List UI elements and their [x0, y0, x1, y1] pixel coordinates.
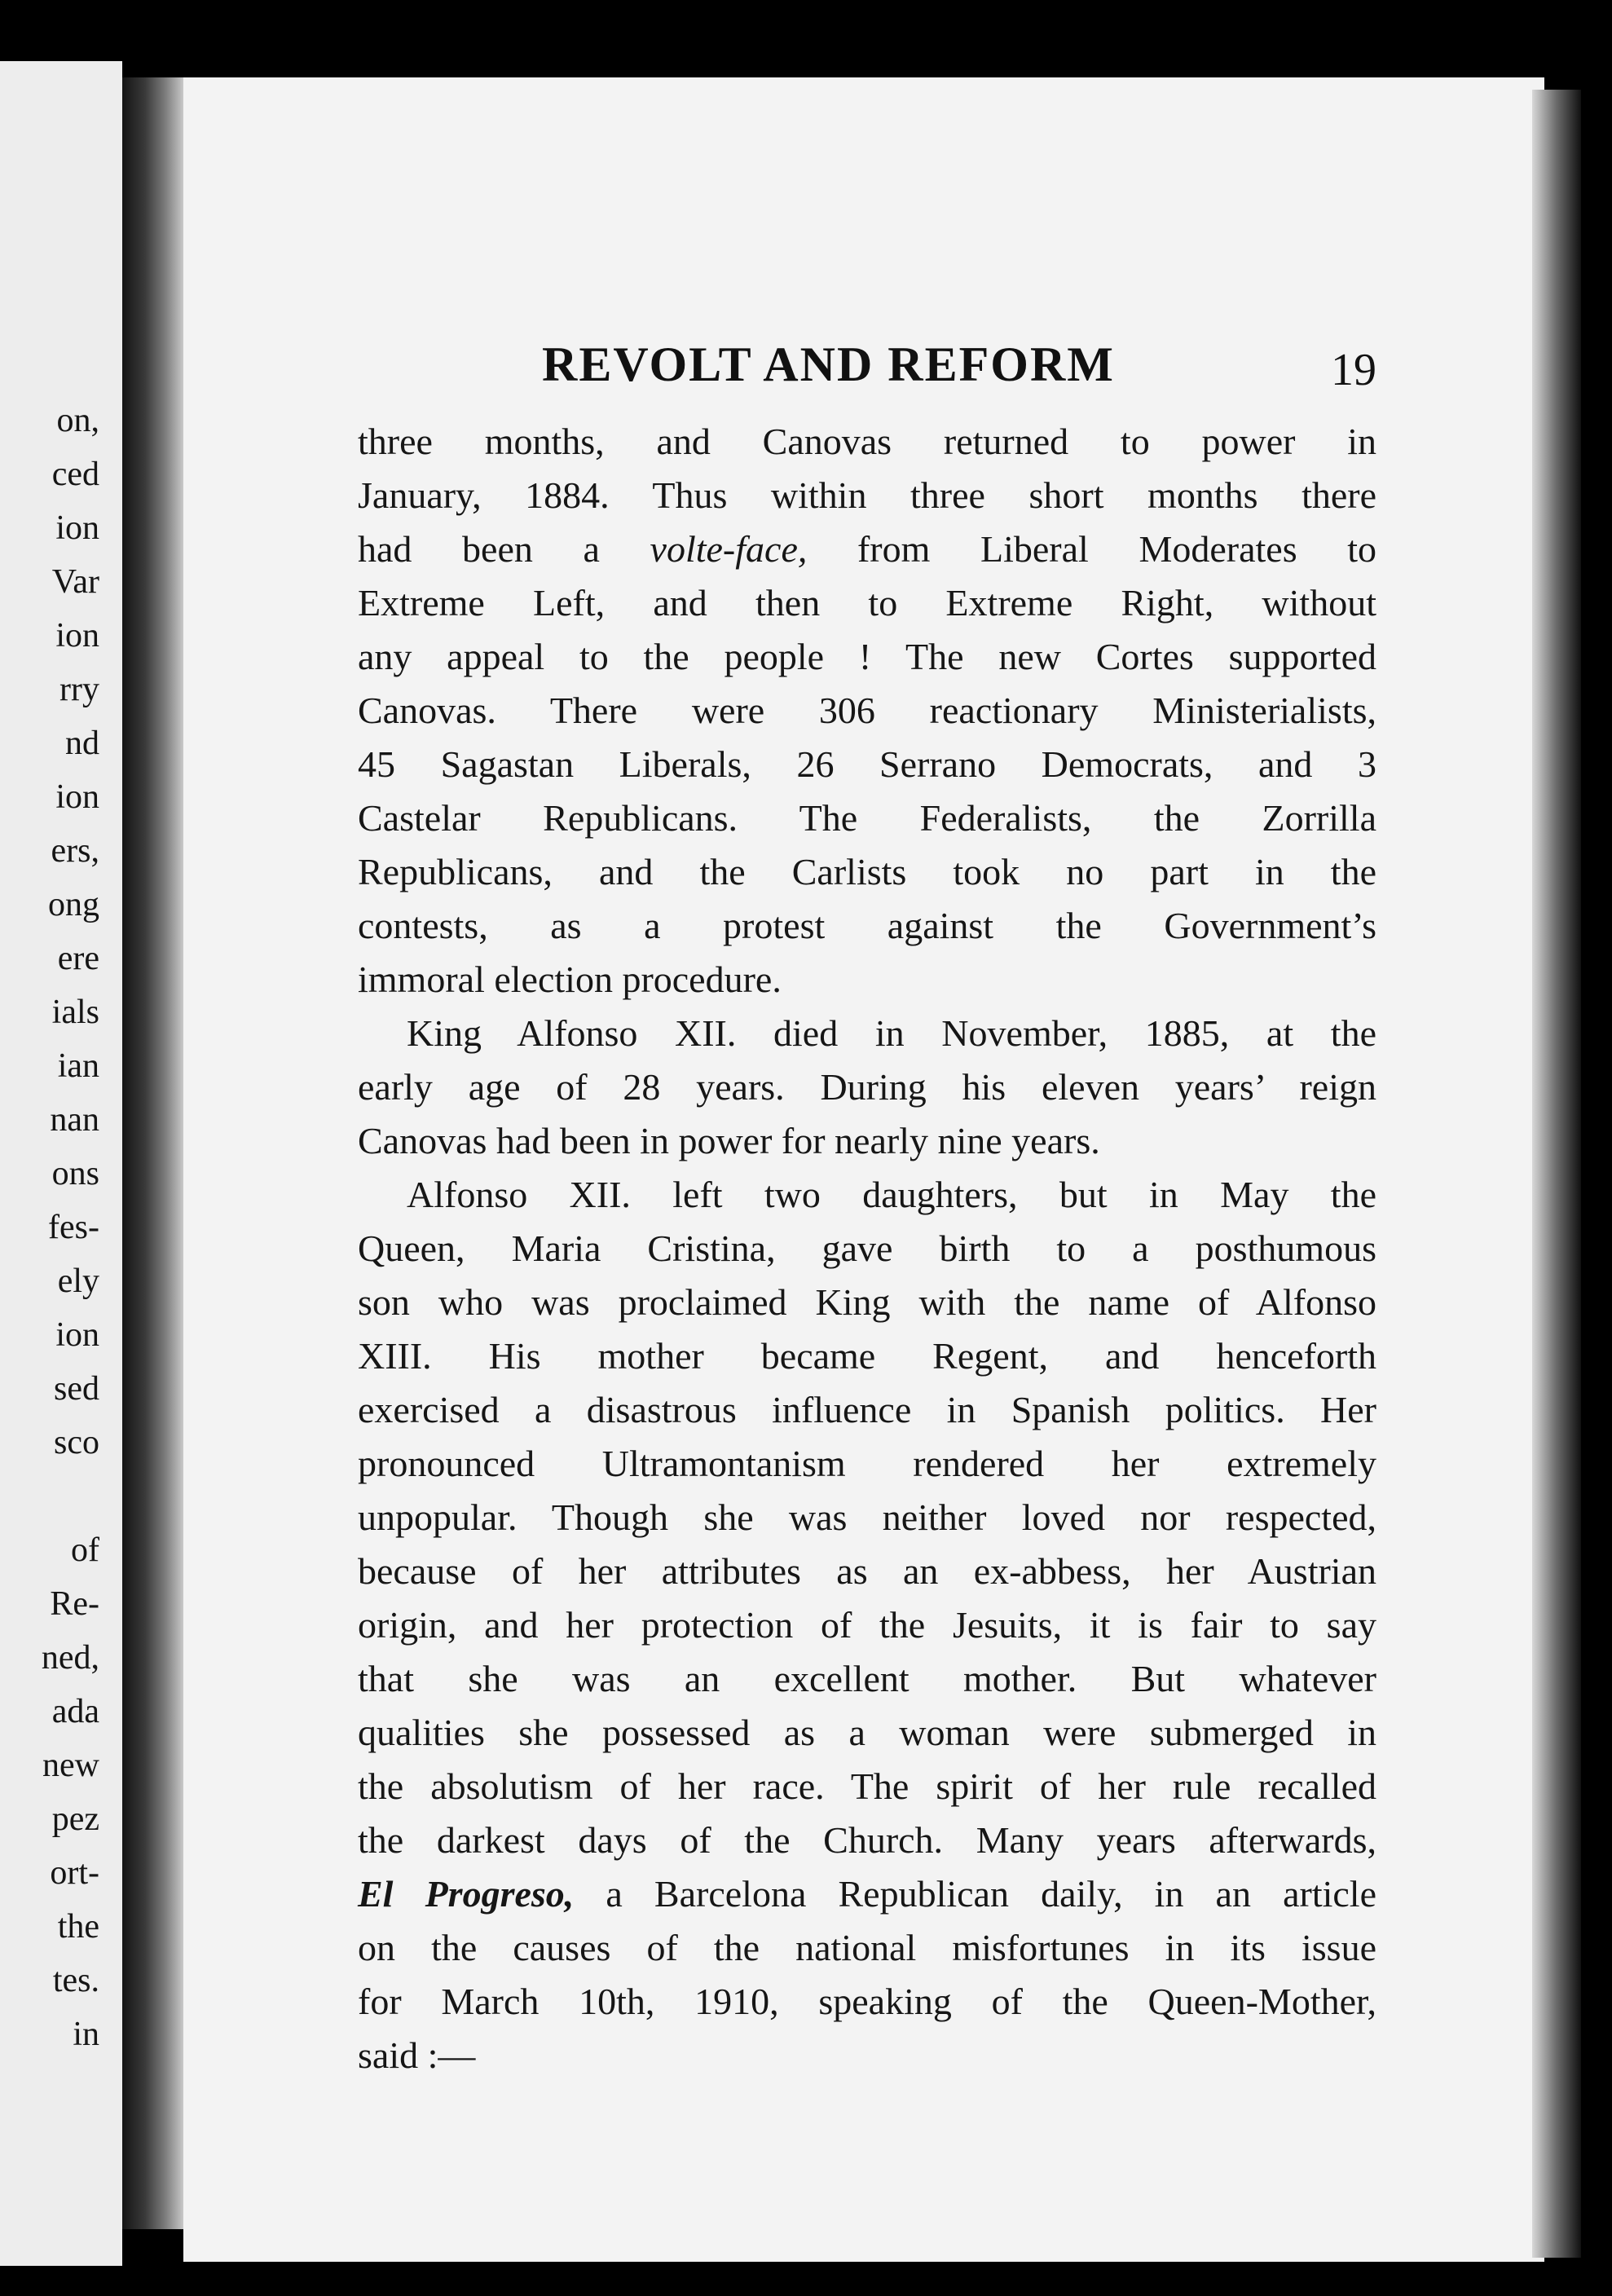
text-line: pronounced Ultramontanism rendered her extremely: [358, 1443, 1376, 1484]
facing-page-fragment: ion: [55, 1316, 99, 1354]
italic-phrase: El Progreso,: [358, 1873, 575, 1915]
facing-page-fragment: [0, 1470, 99, 1523]
facing-page-fragment: nd: [65, 725, 99, 762]
text-line: the darkest days of the Church. Many years afterwards,: [358, 1819, 1376, 1861]
text-line: contests, as a protest against the Government’s: [358, 905, 1376, 946]
facing-page-fragment: ian: [57, 1047, 99, 1085]
facing-page-fragment: Re-: [50, 1585, 99, 1623]
text-line: 45 Sagastan Liberals, 26 Serrano Democrats, and 3: [358, 743, 1376, 785]
facing-page-fragment: rry: [59, 671, 99, 708]
text-line: that she was an excellent mother. But whatever: [358, 1658, 1376, 1699]
facing-page-fragment: ada: [51, 1693, 99, 1730]
facing-page-fragment: on,: [56, 402, 99, 439]
text-line: early age of 28 years. During his eleven years’ reign: [358, 1066, 1376, 1108]
text-line: qualities she possessed as a woman were submerged in: [358, 1712, 1376, 1753]
facing-page-fragment: ials: [51, 994, 99, 1031]
running-head: REVOLT AND REFORM: [542, 337, 1115, 391]
facing-page-fragment: ere: [57, 940, 99, 977]
text-line: exercised a disastrous influence in Spanish politics. Her: [358, 1389, 1376, 1430]
facing-page-fragment: pez: [51, 1800, 99, 1838]
italic-phrase: volte-face,: [650, 528, 808, 570]
text-line: Extreme Left, and then to Extreme Right, without: [358, 582, 1376, 624]
text-line: origin, and her protection of the Jesuits, it is fair to say: [358, 1604, 1376, 1646]
text-line: Canovas. There were 306 reactionary Ministerialists,: [358, 690, 1376, 731]
facing-page-fragment: ion: [55, 509, 99, 547]
page-edge-shadow: [1532, 90, 1581, 2258]
facing-page-fragment: ion: [55, 778, 99, 816]
facing-page-fragment: the: [57, 1908, 99, 1946]
facing-page-fragment: new: [42, 1747, 99, 1784]
facing-page-fragment: fes-: [48, 1209, 99, 1246]
text-line: Canovas had been in power for nearly nine years.: [358, 1120, 1100, 1161]
facing-page-fragment: of: [71, 1531, 99, 1569]
text-line: immoral election procedure.: [358, 959, 782, 1000]
facing-page-fragment: in: [73, 2016, 99, 2053]
facing-page-fragment: Var: [51, 563, 99, 601]
text-line: January, 1884. Thus within three short months there: [358, 474, 1376, 516]
facing-page-fragment: sco: [54, 1424, 99, 1461]
text-line: said :—: [358, 2034, 476, 2076]
book-page: [183, 77, 1544, 2262]
page-number: 19: [1331, 345, 1376, 395]
facing-page-fragment: ons: [51, 1155, 99, 1192]
text-segment: a Barcelona Republican daily, in an article: [574, 1873, 1376, 1915]
text-line: on the causes of the national misfortunes in its issue: [358, 1927, 1376, 1968]
facing-page-fragment: ion: [55, 617, 99, 654]
facing-page-fragment: ong: [48, 886, 99, 923]
text-line: XIII. His mother became Regent, and henceforth: [358, 1335, 1376, 1377]
text-line: King Alfonso XII. died in November, 1885, at the: [407, 1012, 1376, 1054]
text-line: the absolutism of her race. The spirit of her rule recalled: [358, 1765, 1376, 1807]
text-line: because of her attributes as an ex-abbess, her Austrian: [358, 1550, 1376, 1592]
text-line: three months, and Canovas returned to power in: [358, 421, 1376, 462]
text-line: for March 10th, 1910, speaking of the Queen-Mother,: [358, 1981, 1376, 2022]
facing-page-fragment: tes.: [52, 1962, 99, 1999]
text-line: Republicans, and the Carlists took no part in the: [358, 851, 1376, 892]
facing-page-fragment: nan: [50, 1101, 99, 1139]
facing-page-fragment: ned,: [41, 1639, 99, 1677]
facing-page-fragment: sed: [54, 1370, 99, 1408]
facing-page-edge: [0, 61, 122, 2266]
book-gutter-shadow: [122, 77, 187, 2229]
text-line: son who was proclaimed King with the name of Alfonso: [358, 1281, 1376, 1323]
body-text: [358, 415, 1376, 2082]
text-line: any appeal to the people ! The new Cortes supported: [358, 636, 1376, 677]
facing-page-fragment: ced: [51, 456, 99, 493]
text-segment: from Liberal Moderates to: [807, 528, 1376, 570]
facing-page-text-fragments: [0, 394, 99, 2061]
text-segment: had been a: [358, 528, 650, 570]
facing-page-fragment: ort-: [50, 1854, 99, 1892]
text-line: [358, 522, 1376, 576]
text-line: [358, 1867, 1376, 1921]
facing-page-fragment: ely: [57, 1263, 99, 1300]
text-line: unpopular. Though she was neither loved nor respected,: [358, 1496, 1376, 1538]
text-line: Castelar Republicans. The Federalists, the Zorrilla: [358, 797, 1376, 839]
facing-page-fragment: ers,: [51, 832, 99, 870]
text-line: Alfonso XII. left two daughters, but in May the: [407, 1174, 1376, 1215]
text-line: Queen, Maria Cristina, gave birth to a posthumous: [358, 1227, 1376, 1269]
